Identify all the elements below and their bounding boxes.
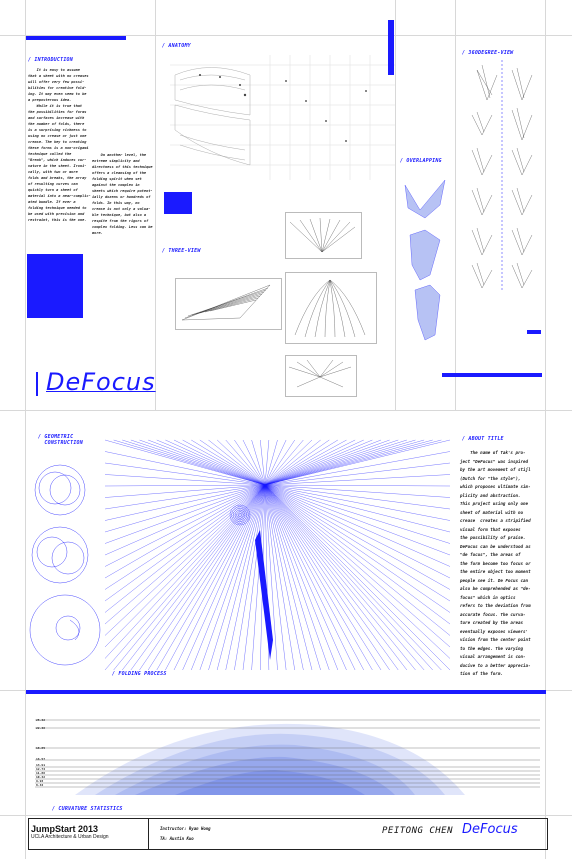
introduction-text: It is easy to assume that a sheet with no creases will offer very few possi- bilities for creative fold- ing. It may even seem to be a preposterous idea. While it is true that the possibilities for forms and surfaces increase with the number of folds, there is a surprising richness to using no crease or just one crease. The key to creating these forms is a non-origami technique called the "Break", which induces cur- vature in the sheet. Ironi- cally, with two or more folds and breaks, the array of resulting curves can quickly turn a sheet of material into a near-complic- ated bundle. If ever a folding technique needed to be used with precision and restraint, this is the one. [28, 68, 91, 222]
instructor: Instructor: Ryan Hong [160, 826, 211, 831]
guide-line [0, 410, 572, 411]
school-name: UCLA Architecture & Urban Design [31, 834, 109, 840]
section-title-about: / ABOUT TITLE [462, 436, 504, 442]
curvature-label: 12.74 [36, 767, 46, 771]
folding-burst-drawing [105, 440, 450, 670]
title-marker [36, 372, 38, 396]
accent-bar [26, 36, 126, 40]
section-title-curvature-statistics: / CURVATURE STATISTICS [52, 806, 123, 812]
guide-line [545, 0, 546, 859]
curvature-label: 25.32 [36, 718, 46, 722]
curvature-label: 18.85 [36, 746, 46, 750]
introduction-text-2: On another level, the extreme simplicity and directness of this technique offers a cleansing of the folding spirit when set against the complex in sheets which require potent- ially dozens or hundreds of folds. In this way, no crease is not only a valua- ble technique, but also a respite from the rigors of complex folding. Less can be more. [92, 153, 153, 235]
anatomy-drawing [170, 55, 395, 180]
guide-line [0, 815, 572, 816]
section-title-360-view: / 360DEGREE-VIEW [462, 50, 514, 56]
accent-block [164, 192, 192, 214]
footer-title: DeFocus [462, 822, 518, 837]
about-text: The name of Tak's pro- ject "DeFocus" was inspired by the art movement of stijl (Dutch for "the style"), which proposes ultimate sim- plicity and abstraction. This project using only one sheet of material with no crease creates a stripified visual form that exposes the possibility of praise. DeFocus can be understood as "de focus", the areas of the form become too focus or the entire object too moment people see it. De Focus can also be comprehended as "de- focus" which in optics refers to the deviation from accurate focus. The curva- ture created by the areas eventually exposes viewers' vision from the center point to the edges. The varying visual arrangement is con- ducive to a better apprecia- tion of the form. [460, 450, 531, 676]
degree-view-drawings [462, 60, 542, 290]
accent-bar [388, 20, 394, 75]
guide-line [395, 0, 396, 410]
author-name: PEITONG CHEN [382, 826, 454, 836]
accent-bar [26, 690, 546, 694]
section-title-anatomy: / ANATOMY [162, 43, 191, 49]
overlapping-drawings [400, 170, 450, 345]
curvature-label: 16.57 [36, 757, 46, 761]
geometric-circles [30, 460, 105, 670]
three-view-side-drawing [180, 280, 275, 325]
teaching-assistant: TA: Austin Kuo [160, 836, 194, 841]
footer-divider [148, 818, 149, 849]
curvature-label: 22.36 [36, 726, 46, 730]
section-title-geometric-construction: / GEOMETRIC CONSTRUCTION [38, 434, 83, 446]
guide-line [25, 0, 26, 859]
curvature-label: 11.86 [36, 771, 46, 775]
section-title-overlapping: / OVERLAPPING [400, 158, 442, 164]
three-view-top-drawing [285, 212, 360, 257]
curvature-label: 10.32 [36, 775, 46, 779]
guide-line [155, 0, 156, 410]
curvature-label: 9.93 [36, 779, 44, 783]
accent-bar [442, 373, 542, 377]
curvature-chart [35, 715, 540, 800]
section-title-folding-process: / FOLDING PROCESS [112, 671, 167, 677]
three-view-bottom-drawing [287, 357, 353, 393]
accent-block [27, 254, 83, 318]
curvature-label: 8.44 [36, 783, 44, 787]
curvature-labels [36, 718, 45, 787]
accent-bar [527, 330, 541, 334]
three-view-front-drawing [290, 275, 370, 340]
guide-line [455, 0, 456, 410]
section-title-introduction: / INTRODUCTION [28, 57, 73, 63]
curvature-label: 13.91 [36, 763, 46, 767]
program-name: JumpStart 2013 [31, 824, 99, 834]
big-title: DeFocus [46, 368, 156, 396]
section-title-three-view: / THREE-VIEW [162, 248, 201, 254]
